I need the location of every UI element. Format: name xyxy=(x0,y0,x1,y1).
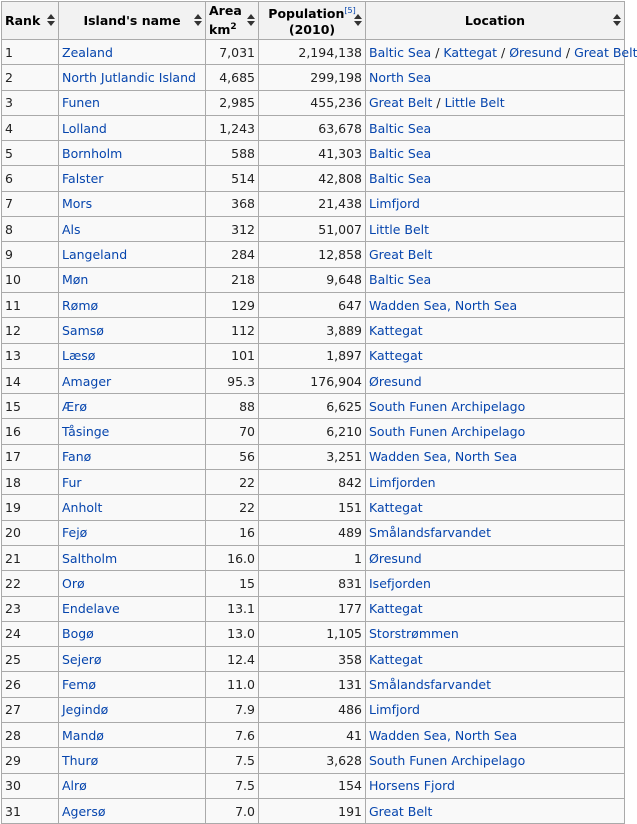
island-name-cell xyxy=(59,166,206,191)
location-link[interactable]: Øresund xyxy=(509,44,562,60)
location-cell xyxy=(366,723,625,748)
island-link[interactable]: Bornholm xyxy=(62,145,123,161)
area-cell: 16.0 xyxy=(206,545,259,570)
location-link[interactable]: Kattegat xyxy=(369,348,423,364)
location-link[interactable]: Great Belt xyxy=(369,803,433,819)
sort-arrows-icon[interactable] xyxy=(247,14,254,28)
table-row xyxy=(2,318,625,343)
rank-cell: 14 xyxy=(2,368,59,393)
table-row xyxy=(2,267,625,292)
table-row xyxy=(2,444,625,469)
island-link[interactable]: North Jutlandic Island xyxy=(62,69,196,85)
location-separator: / xyxy=(561,44,575,60)
table-row xyxy=(2,773,625,798)
location-link[interactable]: Little Belt xyxy=(444,95,505,111)
island-name-cell xyxy=(59,470,206,495)
island-link[interactable]: Læsø xyxy=(62,348,96,364)
area-cell: 7.5 xyxy=(206,748,259,773)
population-cell: 358 xyxy=(259,647,366,672)
rank-cell: 22 xyxy=(2,571,59,596)
table-row xyxy=(2,621,625,646)
island-name-cell xyxy=(59,419,206,444)
population-cell: 3,628 xyxy=(259,748,366,773)
location-cell xyxy=(366,141,625,166)
population-cell: 42,808 xyxy=(259,166,366,191)
location-link[interactable]: Kattegat xyxy=(443,44,498,60)
island-name-cell xyxy=(59,40,206,65)
sort-arrows-icon[interactable] xyxy=(47,14,54,28)
name-header[interactable] xyxy=(59,2,206,40)
area-cell: 11.0 xyxy=(206,672,259,697)
location-header[interactable] xyxy=(366,2,625,40)
table-row xyxy=(2,343,625,368)
island-link[interactable]: Samsø xyxy=(62,322,104,338)
population-cell: 3,889 xyxy=(259,318,366,343)
header-row xyxy=(2,2,625,40)
table-row xyxy=(2,65,625,90)
island-name-cell xyxy=(59,394,206,419)
island-name-cell xyxy=(59,292,206,317)
rank-cell: 13 xyxy=(2,343,59,368)
location-cell xyxy=(366,115,625,140)
location-link[interactable]: Baltic Sea xyxy=(369,171,432,187)
location-link[interactable]: Baltic Sea xyxy=(369,120,432,136)
table-row xyxy=(2,520,625,545)
location-cell xyxy=(366,40,637,65)
location-link[interactable]: Kattegat xyxy=(369,499,423,515)
rank-cell: 11 xyxy=(2,292,59,317)
population-cell: 41,303 xyxy=(259,141,366,166)
population-cell: 191 xyxy=(259,798,366,823)
rank-cell: 21 xyxy=(2,545,59,570)
location-link[interactable]: Isefjorden xyxy=(369,575,431,591)
island-link[interactable]: Langeland xyxy=(62,247,128,263)
table-row xyxy=(2,141,625,166)
population-cell: 154 xyxy=(259,773,366,798)
island-link[interactable]: Endelave xyxy=(62,601,120,617)
location-link[interactable]: Limfjord xyxy=(369,702,420,718)
island-link[interactable]: Amager xyxy=(62,373,112,389)
table-row xyxy=(2,90,625,115)
area-cell: 56 xyxy=(206,444,259,469)
location-cell xyxy=(366,798,625,823)
location-link[interactable]: North Sea xyxy=(369,69,432,85)
island-link[interactable]: Fejø xyxy=(62,525,88,541)
island-link[interactable]: Als xyxy=(62,221,81,237)
island-link[interactable]: Tåsinge xyxy=(62,424,110,440)
table-row xyxy=(2,115,625,140)
island-link[interactable]: Femø xyxy=(62,677,97,693)
location-cell xyxy=(366,419,625,444)
location-link[interactable]: Great Belt xyxy=(369,95,433,111)
location-cell xyxy=(366,596,625,621)
location-link[interactable]: Horsens Fjord xyxy=(369,778,455,794)
table-row xyxy=(2,242,625,267)
area-cell: 129 xyxy=(206,292,259,317)
island-name-cell xyxy=(59,520,206,545)
population-header-line2: (2010) xyxy=(288,22,336,38)
area-cell: 101 xyxy=(206,343,259,368)
location-cell xyxy=(366,90,625,115)
location-cell xyxy=(366,292,625,317)
sort-arrows-icon[interactable] xyxy=(354,14,361,28)
island-name-cell xyxy=(59,647,206,672)
location-cell xyxy=(366,748,625,773)
location-link[interactable]: Little Belt xyxy=(369,221,430,237)
island-name-cell xyxy=(59,495,206,520)
area-header-line1: Area xyxy=(209,2,242,18)
location-link[interactable]: South Funen Archipelago xyxy=(369,398,526,414)
location-cell xyxy=(366,267,625,292)
rank-cell: 5 xyxy=(2,141,59,166)
location-cell xyxy=(366,621,625,646)
table-row xyxy=(2,672,625,697)
location-cell xyxy=(366,773,625,798)
area-cell: 16 xyxy=(206,520,259,545)
area-cell: 514 xyxy=(206,166,259,191)
rank-cell: 3 xyxy=(2,90,59,115)
location-link[interactable]: Storstrømmen xyxy=(369,626,459,642)
location-cell xyxy=(366,697,625,722)
rank-cell: 4 xyxy=(2,115,59,140)
table-row xyxy=(2,596,625,621)
island-link[interactable]: Sejerø xyxy=(62,651,102,667)
island-name-cell xyxy=(59,267,206,292)
sort-arrows-icon[interactable] xyxy=(613,14,620,28)
island-name-cell xyxy=(59,596,206,621)
population-header[interactable] xyxy=(259,2,366,40)
island-name-cell xyxy=(59,748,206,773)
population-cell: 455,236 xyxy=(259,90,366,115)
location-cell xyxy=(366,368,625,393)
island-name-cell xyxy=(59,65,206,90)
island-link[interactable]: Falster xyxy=(62,171,104,187)
area-cell: 22 xyxy=(206,470,259,495)
island-name-cell xyxy=(59,444,206,469)
rank-cell: 30 xyxy=(2,773,59,798)
location-cell xyxy=(366,166,625,191)
rank-cell: 20 xyxy=(2,520,59,545)
population-cell: 299,198 xyxy=(259,65,366,90)
location-link[interactable]: Wadden Sea, North Sea xyxy=(369,727,518,743)
island-link[interactable]: Rømø xyxy=(62,297,99,313)
area-cell: 312 xyxy=(206,217,259,242)
rank-cell: 7 xyxy=(2,191,59,216)
rank-cell: 10 xyxy=(2,267,59,292)
location-cell xyxy=(366,65,625,90)
population-cell: 6,625 xyxy=(259,394,366,419)
rank-cell: 16 xyxy=(2,419,59,444)
island-name-cell xyxy=(59,191,206,216)
rank-cell: 2 xyxy=(2,65,59,90)
location-cell xyxy=(366,343,625,368)
area-cell: 1,243 xyxy=(206,115,259,140)
location-link[interactable]: Øresund xyxy=(369,373,422,389)
table-row xyxy=(2,470,625,495)
rank-cell: 9 xyxy=(2,242,59,267)
location-cell xyxy=(366,545,625,570)
rank-cell: 31 xyxy=(2,798,59,823)
island-name-cell xyxy=(59,115,206,140)
population-cell: 842 xyxy=(259,470,366,495)
location-separator: / xyxy=(432,95,445,111)
table-row xyxy=(2,217,625,242)
rank-cell: 23 xyxy=(2,596,59,621)
area-cell: 22 xyxy=(206,495,259,520)
location-link[interactable]: Baltic Sea xyxy=(369,145,432,161)
location-link[interactable]: Great Belt xyxy=(574,44,637,60)
population-cell: 9,648 xyxy=(259,267,366,292)
rank-header[interactable] xyxy=(2,2,59,40)
island-link[interactable]: Bogø xyxy=(62,626,94,642)
location-cell xyxy=(366,672,625,697)
area-cell: 13.1 xyxy=(206,596,259,621)
location-header-label: Location xyxy=(464,12,526,28)
area-header[interactable] xyxy=(206,2,259,40)
island-name-cell xyxy=(59,621,206,646)
rank-cell: 15 xyxy=(2,394,59,419)
location-cell xyxy=(366,191,625,216)
table-row xyxy=(2,292,625,317)
location-link[interactable]: Kattegat xyxy=(369,601,423,617)
location-cell xyxy=(366,217,625,242)
island-name-cell xyxy=(59,672,206,697)
table-row xyxy=(2,571,625,596)
area-cell: 112 xyxy=(206,318,259,343)
island-link[interactable]: Thurø xyxy=(62,752,99,768)
area-cell: 588 xyxy=(206,141,259,166)
island-name-cell xyxy=(59,697,206,722)
population-cell: 489 xyxy=(259,520,366,545)
rank-cell: 1 xyxy=(2,40,59,65)
table-row xyxy=(2,191,625,216)
rank-cell: 25 xyxy=(2,647,59,672)
population-cell: 176,904 xyxy=(259,368,366,393)
rank-cell: 28 xyxy=(2,723,59,748)
location-cell xyxy=(366,470,625,495)
area-cell: 218 xyxy=(206,267,259,292)
rank-cell: 17 xyxy=(2,444,59,469)
population-cell: 12,858 xyxy=(259,242,366,267)
location-link[interactable]: Smålandsfarvandet xyxy=(369,525,491,541)
sort-arrows-icon[interactable] xyxy=(194,14,201,28)
rank-cell: 12 xyxy=(2,318,59,343)
area-cell: 15 xyxy=(206,571,259,596)
rank-cell: 26 xyxy=(2,672,59,697)
island-link[interactable]: Alrø xyxy=(62,778,87,794)
area-unit-superscript: 2 xyxy=(230,21,237,32)
islands-table xyxy=(1,1,637,824)
location-link[interactable]: Wadden Sea, North Sea xyxy=(369,449,518,465)
island-name-cell xyxy=(59,242,206,267)
island-link[interactable]: Ærø xyxy=(62,398,87,414)
population-header-line1: Population xyxy=(268,6,345,22)
island-name-cell xyxy=(59,318,206,343)
population-cell: 41 xyxy=(259,723,366,748)
area-cell: 7.9 xyxy=(206,697,259,722)
table-row xyxy=(2,647,625,672)
location-cell xyxy=(366,394,625,419)
island-link[interactable]: Orø xyxy=(62,575,85,591)
island-link[interactable]: Mandø xyxy=(62,727,104,743)
population-cell: 21,438 xyxy=(259,191,366,216)
area-cell: 70 xyxy=(206,419,259,444)
rank-header-label: Rank xyxy=(5,12,41,28)
table-row xyxy=(2,798,625,823)
location-separator: / xyxy=(497,44,510,60)
population-cell: 6,210 xyxy=(259,419,366,444)
island-name-cell xyxy=(59,798,206,823)
island-name-cell xyxy=(59,90,206,115)
location-link[interactable]: Kattegat xyxy=(369,322,423,338)
population-cell: 486 xyxy=(259,697,366,722)
table-row xyxy=(2,419,625,444)
location-link[interactable]: Øresund xyxy=(369,550,422,566)
population-cell: 131 xyxy=(259,672,366,697)
name-header-label: Island's name xyxy=(83,12,181,28)
area-cell: 7.0 xyxy=(206,798,259,823)
area-header-line2: km xyxy=(209,22,231,38)
island-name-cell xyxy=(59,343,206,368)
location-cell xyxy=(366,495,625,520)
location-cell xyxy=(366,242,625,267)
area-cell: 368 xyxy=(206,191,259,216)
island-name-cell xyxy=(59,723,206,748)
location-link[interactable]: Baltic Sea xyxy=(369,44,432,60)
island-name-cell xyxy=(59,141,206,166)
area-cell: 7.5 xyxy=(206,773,259,798)
island-link[interactable]: Saltholm xyxy=(62,550,118,566)
island-link[interactable]: Anholt xyxy=(62,499,103,515)
rank-cell: 6 xyxy=(2,166,59,191)
location-link[interactable]: Kattegat xyxy=(369,651,423,667)
area-cell: 13.0 xyxy=(206,621,259,646)
location-link[interactable]: South Funen Archipelago xyxy=(369,752,526,768)
table-row xyxy=(2,40,625,65)
population-reference-link[interactable]: [5] xyxy=(344,5,356,15)
population-cell: 1,897 xyxy=(259,343,366,368)
rank-cell: 19 xyxy=(2,495,59,520)
population-cell: 1,105 xyxy=(259,621,366,646)
population-cell: 647 xyxy=(259,292,366,317)
area-cell: 2,985 xyxy=(206,90,259,115)
population-cell: 51,007 xyxy=(259,217,366,242)
population-cell: 2,194,138 xyxy=(259,40,366,65)
population-cell: 1 xyxy=(259,545,366,570)
table-body xyxy=(2,40,637,824)
location-separator: / xyxy=(431,44,444,60)
population-cell: 151 xyxy=(259,495,366,520)
location-cell xyxy=(366,318,625,343)
table-row xyxy=(2,495,625,520)
rank-cell: 24 xyxy=(2,621,59,646)
location-link[interactable]: Great Belt xyxy=(369,247,433,263)
island-name-cell xyxy=(59,217,206,242)
population-cell: 177 xyxy=(259,596,366,621)
location-link[interactable]: South Funen Archipelago xyxy=(369,424,526,440)
rank-cell: 29 xyxy=(2,748,59,773)
area-cell: 4,685 xyxy=(206,65,259,90)
rank-cell: 8 xyxy=(2,217,59,242)
area-cell: 95.3 xyxy=(206,368,259,393)
rank-cell: 27 xyxy=(2,697,59,722)
area-cell: 7.6 xyxy=(206,723,259,748)
population-cell: 63,678 xyxy=(259,115,366,140)
table-row xyxy=(2,368,625,393)
table-row xyxy=(2,545,625,570)
population-cell: 831 xyxy=(259,571,366,596)
area-cell: 284 xyxy=(206,242,259,267)
location-link[interactable]: Limfjord xyxy=(369,196,420,212)
island-link[interactable]: Fanø xyxy=(62,449,92,465)
table-row xyxy=(2,748,625,773)
island-link[interactable]: Funen xyxy=(62,95,100,111)
island-link[interactable]: Agersø xyxy=(62,803,106,819)
table-row xyxy=(2,394,625,419)
island-link[interactable]: Fur xyxy=(62,474,82,490)
location-link[interactable]: Smålandsfarvandet xyxy=(369,677,491,693)
island-link[interactable]: Mors xyxy=(62,196,93,212)
location-cell xyxy=(366,520,625,545)
table-row xyxy=(2,166,625,191)
table-row xyxy=(2,723,625,748)
table-row xyxy=(2,697,625,722)
location-link[interactable]: Limfjorden xyxy=(369,474,436,490)
island-link[interactable]: Lolland xyxy=(62,120,107,136)
area-cell: 88 xyxy=(206,394,259,419)
location-cell xyxy=(366,571,625,596)
island-link[interactable]: Zealand xyxy=(62,44,113,60)
area-cell: 12.4 xyxy=(206,647,259,672)
rank-cell: 18 xyxy=(2,470,59,495)
island-link[interactable]: Møn xyxy=(62,272,89,288)
location-cell xyxy=(366,647,625,672)
location-link[interactable]: Wadden Sea, North Sea xyxy=(369,297,518,313)
island-name-cell xyxy=(59,571,206,596)
island-name-cell xyxy=(59,545,206,570)
location-cell xyxy=(366,444,625,469)
island-link[interactable]: Jegindø xyxy=(62,702,109,718)
area-cell: 7,031 xyxy=(206,40,259,65)
island-name-cell xyxy=(59,368,206,393)
population-cell: 3,251 xyxy=(259,444,366,469)
island-name-cell xyxy=(59,773,206,798)
location-link[interactable]: Baltic Sea xyxy=(369,272,432,288)
